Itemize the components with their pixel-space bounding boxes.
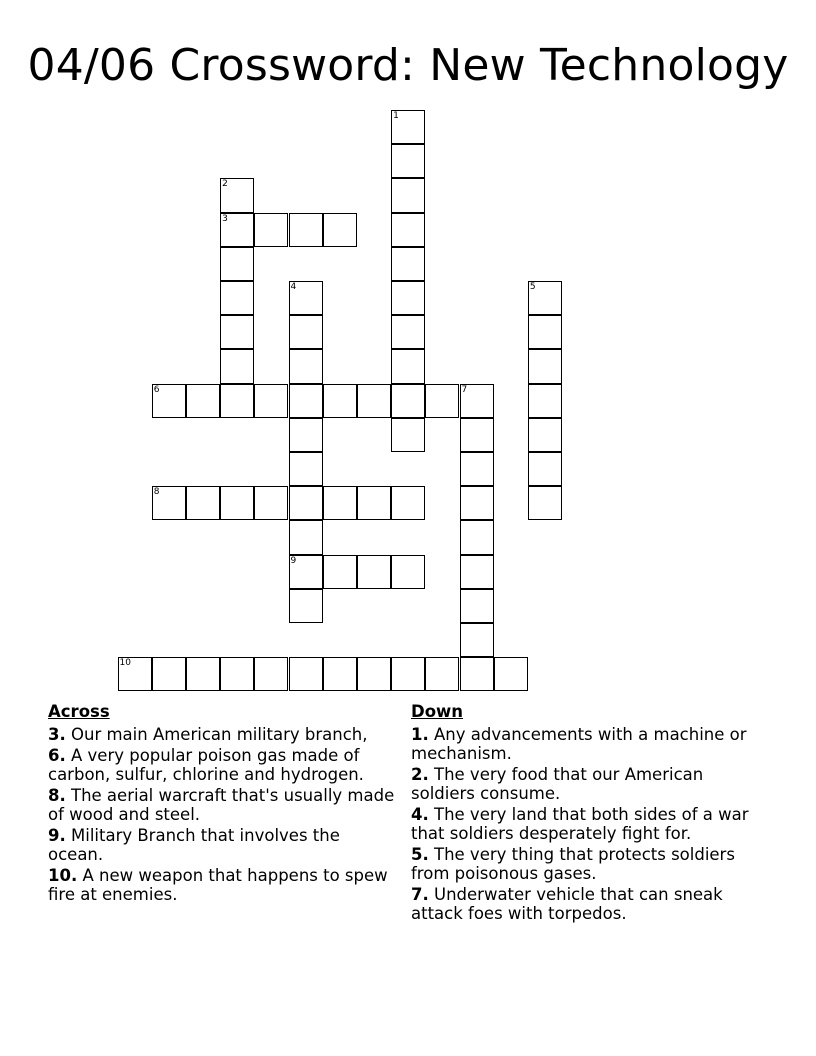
grid-cell[interactable] <box>186 657 220 691</box>
clue-number: 10. <box>48 866 78 885</box>
clue-number: 1. <box>411 725 429 744</box>
grid-cell[interactable] <box>220 486 254 520</box>
cell-number: 3 <box>222 213 228 224</box>
grid-cell[interactable] <box>118 657 152 691</box>
grid-cell[interactable] <box>254 486 288 520</box>
page-title: 04/06 Crossword: New Technology <box>27 40 789 91</box>
grid-cell[interactable] <box>425 384 459 418</box>
cell-number: 1 <box>393 111 399 121</box>
clue-text: The very land that both sides of a war that soldiers desperately fight for. <box>411 805 749 843</box>
grid-cell[interactable] <box>289 349 323 383</box>
clue-down-4 <box>411 805 761 843</box>
grid-cell[interactable] <box>425 657 459 691</box>
grid-cell[interactable] <box>289 520 323 554</box>
grid-cell[interactable] <box>254 657 288 691</box>
clue-down-2 <box>411 765 761 803</box>
grid-cell[interactable] <box>528 384 562 418</box>
down-clues <box>411 702 761 925</box>
grid-cell[interactable] <box>460 623 494 657</box>
grid-cell[interactable] <box>220 247 254 281</box>
grid-cell[interactable] <box>460 555 494 589</box>
grid-cell[interactable] <box>289 418 323 452</box>
grid-cell[interactable] <box>391 555 425 589</box>
grid-cell[interactable] <box>152 384 186 418</box>
clue-number: 3. <box>48 725 66 744</box>
grid-cell[interactable] <box>528 349 562 383</box>
grid-cell[interactable] <box>289 486 323 520</box>
across-heading: Across <box>48 702 110 721</box>
cell-number: 2 <box>222 179 228 190</box>
grid-cell[interactable] <box>357 486 391 520</box>
clue-text: A new weapon that happens to spew fire at enemies. <box>48 866 388 904</box>
grid-cell[interactable] <box>323 486 357 520</box>
down-heading: Down <box>411 702 464 721</box>
clue-text: Military Branch that involves the ocean. <box>48 826 340 864</box>
clue-text: Our main American military branch, <box>71 725 368 744</box>
grid-cell[interactable] <box>220 384 254 418</box>
grid-cell[interactable] <box>357 657 391 691</box>
grid-cell[interactable] <box>254 213 288 247</box>
clue-text: The very food that our American soldiers consume. <box>411 765 704 803</box>
clue-across-9 <box>48 826 398 864</box>
grid-cell[interactable] <box>460 452 494 486</box>
clue-number: 9. <box>48 826 66 845</box>
grid-cell[interactable] <box>528 418 562 452</box>
clue-number: 6. <box>48 746 66 765</box>
clue-across-6 <box>48 746 398 784</box>
grid-cell[interactable] <box>460 657 494 691</box>
grid-cell[interactable] <box>528 315 562 349</box>
grid-cell[interactable] <box>391 486 425 520</box>
grid-cell[interactable] <box>289 589 323 623</box>
clue-down-1 <box>411 725 761 763</box>
grid-cell[interactable] <box>323 213 357 247</box>
grid-cell[interactable] <box>323 555 357 589</box>
grid-cell[interactable] <box>391 178 425 212</box>
grid-cell[interactable] <box>528 452 562 486</box>
grid-cell[interactable] <box>391 418 425 452</box>
grid-cell[interactable] <box>391 281 425 315</box>
grid-cell[interactable] <box>186 486 220 520</box>
grid-cell[interactable] <box>220 178 254 212</box>
across-clues <box>48 702 398 906</box>
grid-cell[interactable] <box>460 520 494 554</box>
grid-cell[interactable] <box>220 349 254 383</box>
grid-cell[interactable] <box>152 486 186 520</box>
clue-text: Underwater vehicle that can sneak attack foes with torpedos. <box>411 885 723 923</box>
grid-cell[interactable] <box>391 315 425 349</box>
clue-text: Any advancements with a machine or mechanism. <box>411 725 747 763</box>
grid-cell[interactable] <box>289 657 323 691</box>
clue-down-7 <box>411 885 761 923</box>
clue-text: The aerial warcraft that's usually made of wood and steel. <box>48 786 395 824</box>
clue-number: 4. <box>411 805 429 824</box>
grid-cell[interactable] <box>220 657 254 691</box>
grid-cell[interactable] <box>460 486 494 520</box>
grid-cell[interactable] <box>460 418 494 452</box>
grid-cell[interactable] <box>391 144 425 178</box>
cell-number: 8 <box>153 487 160 498</box>
grid-cell[interactable] <box>186 384 220 418</box>
grid-cell[interactable] <box>391 213 425 247</box>
grid-cell[interactable] <box>289 213 323 247</box>
cell-number: 6 <box>153 384 160 395</box>
grid-cell[interactable] <box>494 657 528 691</box>
grid-cell[interactable] <box>323 657 357 691</box>
clue-across-8 <box>48 786 398 824</box>
clue-number: 8. <box>48 786 66 805</box>
grid-cell[interactable] <box>391 384 425 418</box>
grid-cell[interactable] <box>323 384 357 418</box>
clue-number: 5. <box>411 845 429 864</box>
clue-text: The very thing that protects soldiers from poisonous gases. <box>411 845 735 883</box>
cell-number: 5 <box>529 282 536 292</box>
clue-text: A very popular poison gas made of carbon, sulfur, chlorine and hydrogen. <box>48 746 364 784</box>
clue-across-10 <box>48 866 398 904</box>
grid-cell[interactable] <box>220 281 254 315</box>
grid-cell[interactable] <box>460 589 494 623</box>
grid-cell[interactable] <box>357 555 391 589</box>
grid-cell[interactable] <box>289 384 323 418</box>
grid-cell[interactable] <box>391 247 425 281</box>
grid-cell[interactable] <box>391 349 425 383</box>
grid-cell[interactable] <box>220 213 254 247</box>
grid-cell[interactable] <box>460 384 494 418</box>
grid-cell[interactable] <box>528 281 562 315</box>
clue-number: 2. <box>411 765 429 784</box>
cell-number: 4 <box>290 282 297 292</box>
grid-cell[interactable] <box>357 384 391 418</box>
grid-cell[interactable] <box>289 452 323 486</box>
grid-cell[interactable] <box>220 315 254 349</box>
cell-number: 7 <box>461 384 468 395</box>
grid-cell[interactable] <box>528 486 562 520</box>
cell-number: 10 <box>119 658 131 669</box>
grid-cell[interactable] <box>289 315 323 349</box>
grid-cell[interactable] <box>391 657 425 691</box>
grid-cell[interactable] <box>152 657 186 691</box>
clue-down-5 <box>411 845 761 883</box>
grid-cell[interactable] <box>289 555 323 589</box>
clue-number: 7. <box>411 885 429 904</box>
clue-across-3 <box>48 725 398 744</box>
grid-cell[interactable] <box>391 110 425 144</box>
grid-cell[interactable] <box>254 384 288 418</box>
grid-cell[interactable] <box>289 281 323 315</box>
cell-number: 9 <box>290 555 297 566</box>
